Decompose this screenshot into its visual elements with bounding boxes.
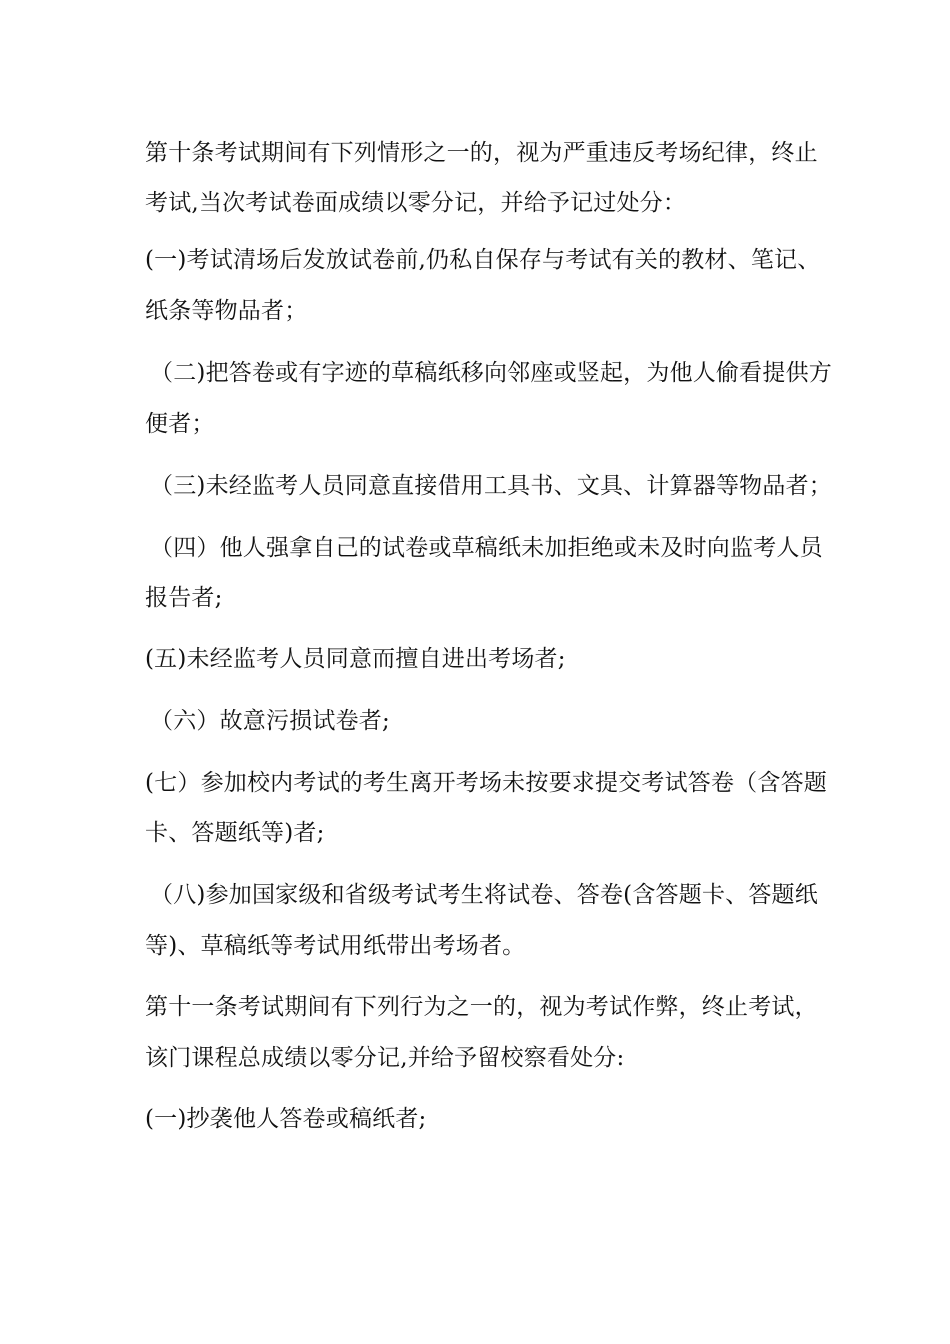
item-2-line-2: 便者； bbox=[145, 411, 215, 437]
item-5-line: (五)未经监考人员同意而擅自进出考场者; bbox=[145, 646, 566, 672]
item-1-line-2: 纸条等物品者； bbox=[145, 298, 308, 324]
article-10-line-2: 考试,当次考试卷面成绩以零分记，并给予记过处分： bbox=[145, 190, 687, 216]
article-11-line-1: 第十一条考试期间有下列行为之一的，视为考试作弊，终止考试， bbox=[145, 994, 818, 1020]
item-7-line-2: 卡、答题纸等)者; bbox=[145, 820, 325, 846]
item-6-line: （六）故意污损试卷者; bbox=[150, 708, 390, 734]
article-10-line-1: 第十条考试期间有下列情形之一的，视为严重违反考场纪律，终止 bbox=[145, 140, 818, 166]
item-8-line-1: （八)参加国家级和省级考试考生将试卷、答卷(含答题卡、答题纸 bbox=[150, 882, 818, 908]
item-3-line: （三)未经监考人员同意直接借用工具书、文具、计算器等物品者； bbox=[150, 473, 832, 499]
item-4-line-1: （四）他人强拿自己的试卷或草稿纸未加拒绝或未及时向监考人员 bbox=[150, 535, 823, 561]
article-11-line-2: 该门课程总成绩以零分记,并给予留校察看处分: bbox=[145, 1045, 625, 1071]
item-8-line-2: 等)、草稿纸等考试用纸带出考场者。 bbox=[145, 933, 526, 959]
item-1-line-1: (一)考试清场后发放试卷前,仍私自保存与考试有关的教材、笔记、 bbox=[145, 247, 821, 273]
item-4-line-2: 报告者; bbox=[145, 585, 223, 611]
article-11-item-1-line: (一)抄袭他人答卷或稿纸者; bbox=[145, 1106, 427, 1132]
item-7-line-1: (七）参加校内考试的考生离开考场未按要求提交考试答卷（含答题 bbox=[145, 770, 827, 796]
item-2-line-1: （二)把答卷或有字迹的草稿纸移向邻座或竖起，为他人偷看提供方 bbox=[150, 360, 832, 386]
